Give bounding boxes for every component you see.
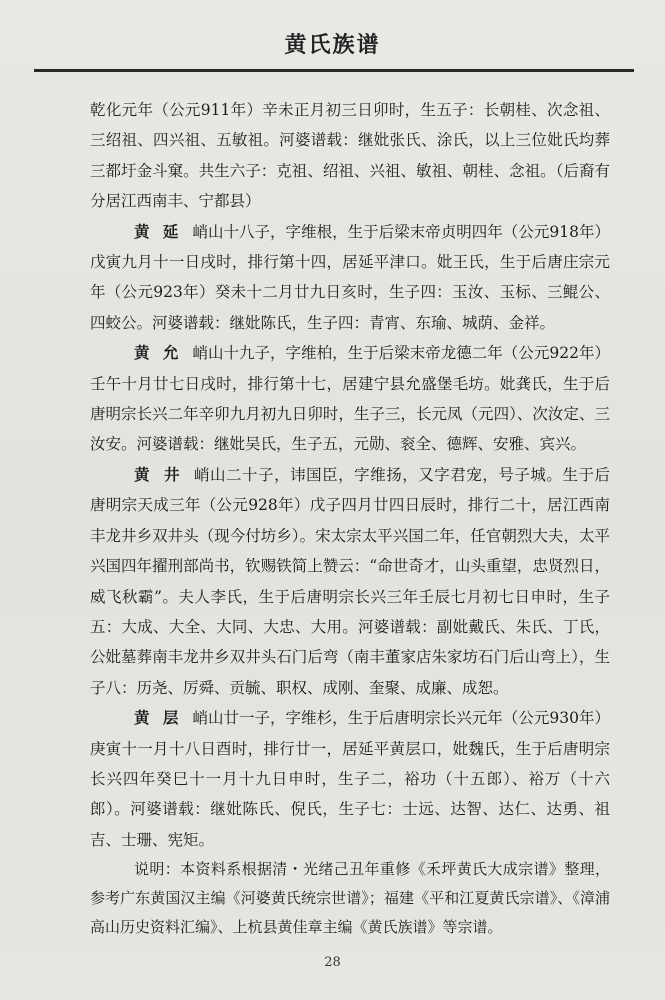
intro-paragraph: 乾化元年（公元911年）辛未正月初三日卯时，生五子：长朝桂、次念祖、三绍祖、四兴祖、五敏祖。河婆谱载：继妣张氏、涂氏，以上三位妣氏均葬三都圩金斗窠。共生六子：克祖、绍祖、兴祖、敏祖、朝桂、念祖。（后裔有分居江西南丰、宁都县）: [90, 101, 610, 211]
document-body: [90, 95, 610, 942]
entry-name: 黄 井: [134, 465, 184, 484]
entry-name: 黄 层: [134, 709, 183, 728]
entry-text: 峭山二十子，讳国臣，字维扬，又字君宠，号子城。生于后唐明宗天成三年（公元928年）戊子四月廿四日辰时，排行二十，居江西南丰龙井乡双井头（现今付坊乡）。宋太宗太平兴国二年，任官朝烈大夫，太平兴国四年擢刑部尚书，钦赐铁简上赞云：“命世奇才，山头重望，忠贤烈日，威飞秋霸”。夫人李氏，生于后唐明宗长兴三年壬辰七月初七日申时，生子五：大成、大全、大同、大忠、大用。河婆谱载：副妣戴氏、朱氏、丁氏，公妣墓葬南丰龙井乡双井头石门后弯（南丰董家店朱家坊石门后山弯上），生子八：历尧、厉舜、贡毓、职权、成刚、奎聚、成廉、成恕。: [90, 465, 610, 697]
title-divider: [34, 69, 634, 72]
entry-text: 峭山廿一子，字维杉，生于后唐明宗长兴元年（公元930年）庚寅十一月十八日酉时，排行廿一，居延平黄层口，妣魏氏，生于后唐明宗长兴四年癸巳十一月十九日申时，生子二，裕功（十五郎）、裕万（十六郎）。河婆谱载：继妣陈氏、倪氏，生子七：士远、达智、达仁、达勇、祖吉、士珊、宪矩。: [90, 709, 610, 849]
entry-paragraph: [90, 460, 610, 703]
entry-paragraph: [90, 338, 610, 460]
entry-name: 黄 允: [134, 344, 183, 363]
page-number: 28: [324, 955, 341, 970]
entry-text: 峭山十九子，字维柏，生于后梁末帝龙德二年（公元922年）壬午十月廿七日戌时，排行第十七，居建宁县允盛堡毛坊。妣龚氏，生于后唐明宗长兴二年辛卯九月初九日卯时，生子三，长元凤（元四）、次汝定、三汝安。河婆谱载：继妣吴氏，生子五，元勋、衮全、德辉、安雅、宾兴。: [90, 344, 610, 454]
book-title: 黄氏族谱: [284, 32, 381, 58]
source-note: [90, 855, 610, 942]
entry-paragraph: [90, 703, 610, 855]
entry-paragraph: [90, 217, 610, 339]
entry-text: 峭山十八子，字维根，生于后梁末帝贞明四年（公元918年）戊寅九月十一日戌时，排行第十四，居延平津口。妣王氏，生于后唐庄宗元年（公元923年）癸未十二月廿九日亥时，生子四：玉汝、玉标、三鲲公、四蛟公。河婆谱载：继妣陈氏，生子四：青宵、东瑜、城荫、金祥。: [90, 222, 610, 332]
note-text: 本资料系根据清・光绪己丑年重修《禾坪黄氏大成宗谱》整理，参考广东黄国汉主编《河婆黄氏统宗世谱》；福建《平和江夏黄氏宗谱》、《漳浦高山历史资料汇编》、上杭县黄佳章主编《黄氏族谱》等宗谱。: [90, 860, 610, 937]
entry-name: 黄 延: [134, 222, 183, 241]
note-label: 说明：: [134, 860, 181, 879]
